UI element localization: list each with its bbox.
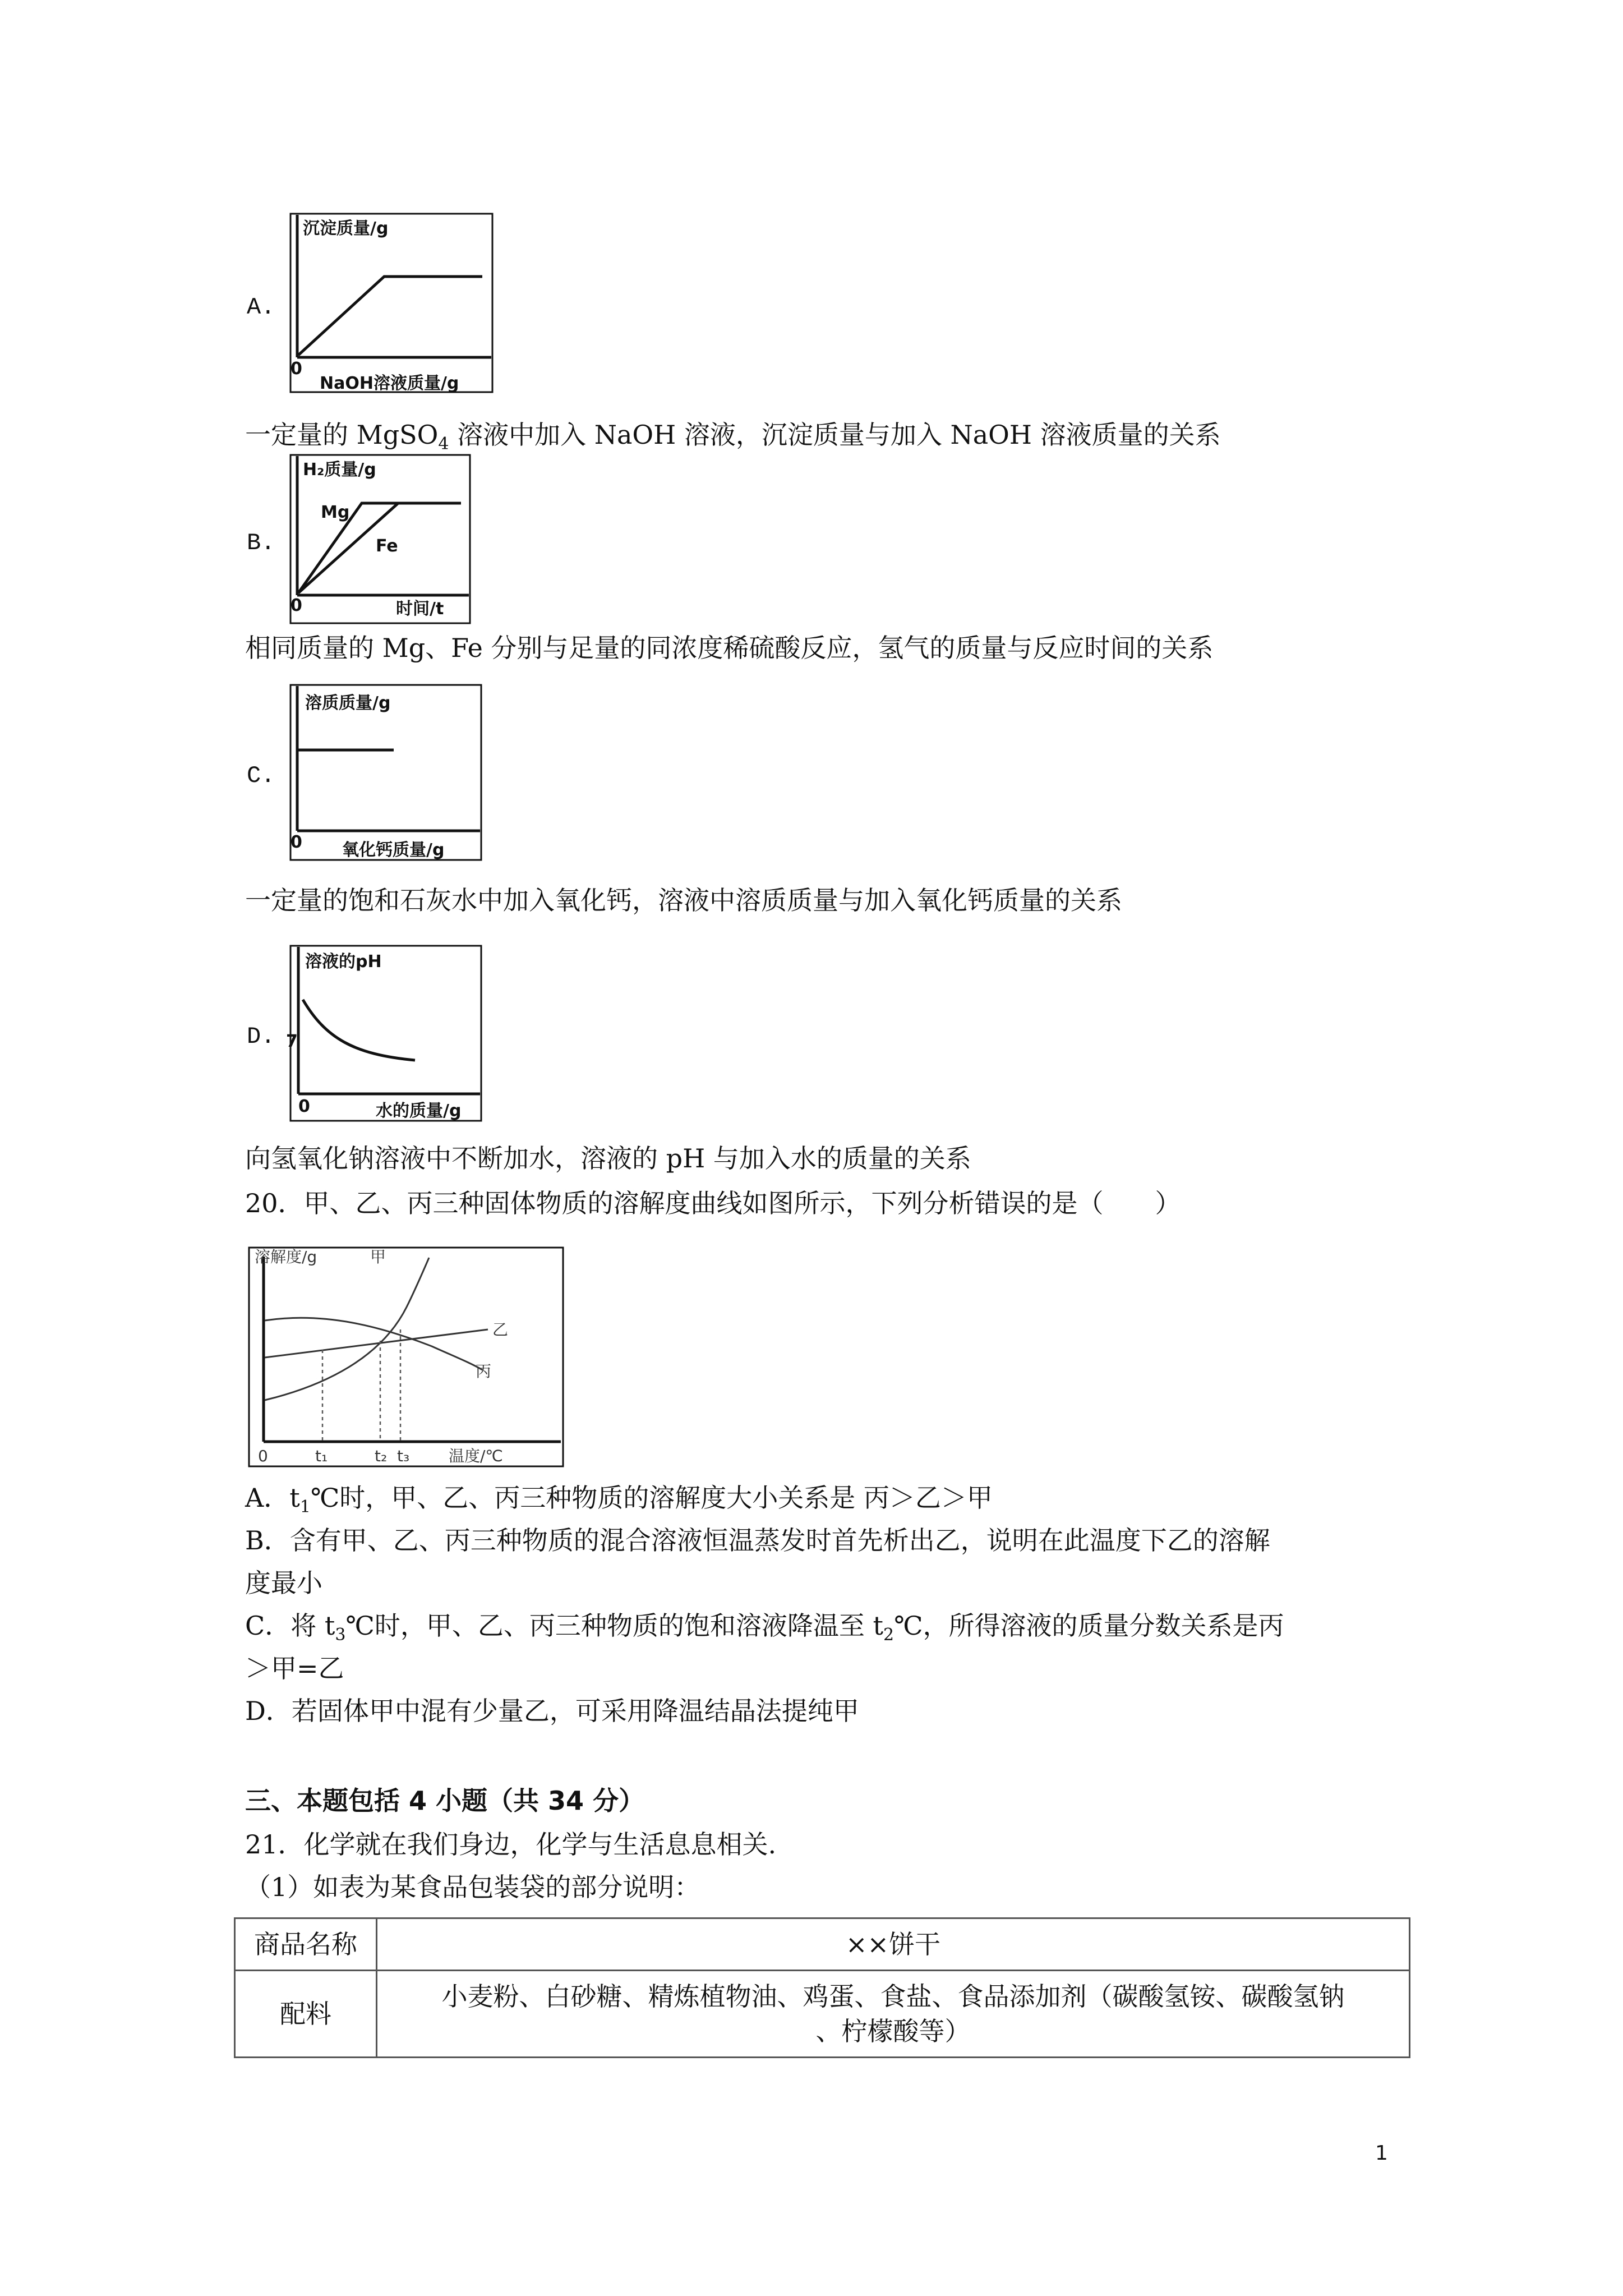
graph-d [286, 942, 488, 1128]
option-a-label: A. [247, 294, 275, 321]
table-cell-ingredients-label: 配料 [235, 1971, 377, 2058]
graph-c [286, 682, 488, 867]
graph-a-origin: 0 [291, 359, 302, 379]
caption-c: 一定量的饱和石灰水中加入氧化钙，溶液中溶质质量与加入氧化钙质量的关系 [245, 885, 1122, 915]
graph-b-label-fe: Fe [376, 536, 398, 556]
food-label-table [234, 1917, 1410, 2058]
tick-t3: t₃ [397, 1447, 410, 1465]
table-row [235, 1918, 1410, 1971]
graph-c-ylabel: 溶质质量/g [305, 693, 391, 713]
graph-b [286, 452, 477, 631]
graph-a [286, 210, 499, 401]
curve-label-jia: 甲 [370, 1248, 386, 1266]
graph-b-ylabel: H₂质量/g [303, 460, 376, 480]
curve-jia [265, 1258, 429, 1400]
curve-label-yi: 乙 [492, 1320, 509, 1339]
solubility-ylabel: 溶解度/g [255, 1248, 317, 1266]
graph-b-xlabel: 时间/t [396, 599, 444, 619]
ingredients-line1: 小麦粉、白砂糖、精炼植物油、鸡蛋、食盐、食品添加剂（碳酸氢铵、碳酸氢钠 [441, 1981, 1345, 2012]
graph-a-xlabel: NaOH溶液质量/g [320, 374, 459, 393]
caption-d: 向氢氧化钠溶液中不断加水，溶液的 pH 与加入水的质量的关系 [245, 1143, 971, 1174]
q21-part1: （1）如表为某食品包装袋的部分说明： [245, 1872, 700, 1902]
q20-option-d: D．若固体甲中混有少量乙，可采用降温结晶法提纯甲 [245, 1696, 859, 1726]
graph-d-curve [303, 1000, 415, 1060]
solubility-graph [247, 1245, 566, 1470]
ingredients-line2: 、柠檬酸等） [815, 2016, 971, 2046]
graph-c-xlabel: 氧化钙质量/g [342, 840, 445, 860]
graph-c-origin: 0 [291, 832, 302, 852]
graph-b-label-mg: Mg [321, 503, 350, 522]
caption-b: 相同质量的 Mg、Fe 分别与足量的同浓度稀硫酸反应，氢气的质量与反应时间的关系 [245, 633, 1214, 663]
graph-b-origin: 0 [291, 596, 302, 615]
graph-a-ylabel: 沉淀质量/g [303, 219, 389, 238]
solubility-origin: 0 [258, 1447, 268, 1465]
option-b-label: B. [247, 530, 275, 556]
table-cell-product-name-value: ××饼干 [377, 1918, 1410, 1971]
table-cell-ingredients-value [377, 1971, 1410, 2058]
option-d-label: D. [247, 1023, 275, 1050]
page-number: 1 [1375, 2142, 1388, 2165]
q20-option-b-line2: 度最小 [245, 1568, 322, 1598]
graph-d-xlabel: 水的质量/g [376, 1101, 462, 1121]
q20-stem: 20．甲、乙、丙三种固体物质的溶解度曲线如图所示，下列分析错误的是（ ） [245, 1188, 1181, 1218]
tick-t2: t₂ [375, 1447, 388, 1465]
curve-label-bing: 丙 [476, 1362, 492, 1381]
tick-t1: t₁ [315, 1447, 328, 1465]
q20-option-c-line1: C．将 $t_3℃$时，甲、乙、丙三种物质的饱和溶液降温至 $t_2℃$，所得溶液的质量分数关系是丙 [245, 1611, 1284, 1645]
q20-option-c-line2: ＞甲=乙 [245, 1653, 344, 1683]
q21-stem: 21．化学就在我们身边，化学与生活息息相关. [245, 1829, 777, 1860]
q20-option-a: A．$t_1℃$时，甲、乙、丙三种物质的溶解度大小关系是 丙＞乙＞甲 [245, 1483, 993, 1517]
solubility-xlabel: 温度/℃ [449, 1447, 503, 1465]
option-c-label: C. [247, 762, 275, 789]
q20-option-b-line1: B．含有甲、乙、丙三种物质的混合溶液恒温蒸发时首先析出乙，说明在此温度下乙的溶解 [245, 1525, 1270, 1556]
caption-a: 一定量的 MgSO$_4$ 溶液中加入 NaOH 溶液，沉淀质量与加入 NaOH 溶液质量的关系 [245, 420, 1221, 454]
curve-yi [265, 1329, 488, 1358]
table-cell-product-name-label: 商品名称 [235, 1918, 377, 1971]
section-3-heading: 三、本题包括 4 小题（共 34 分） [245, 1786, 645, 1816]
graph-d-tick-7: 7 [286, 1032, 298, 1051]
graph-d-ylabel: 溶液的pH [305, 952, 382, 972]
graph-a-curve [298, 277, 482, 355]
graph-d-origin: 0 [298, 1097, 310, 1116]
table-row [235, 1971, 1410, 2058]
